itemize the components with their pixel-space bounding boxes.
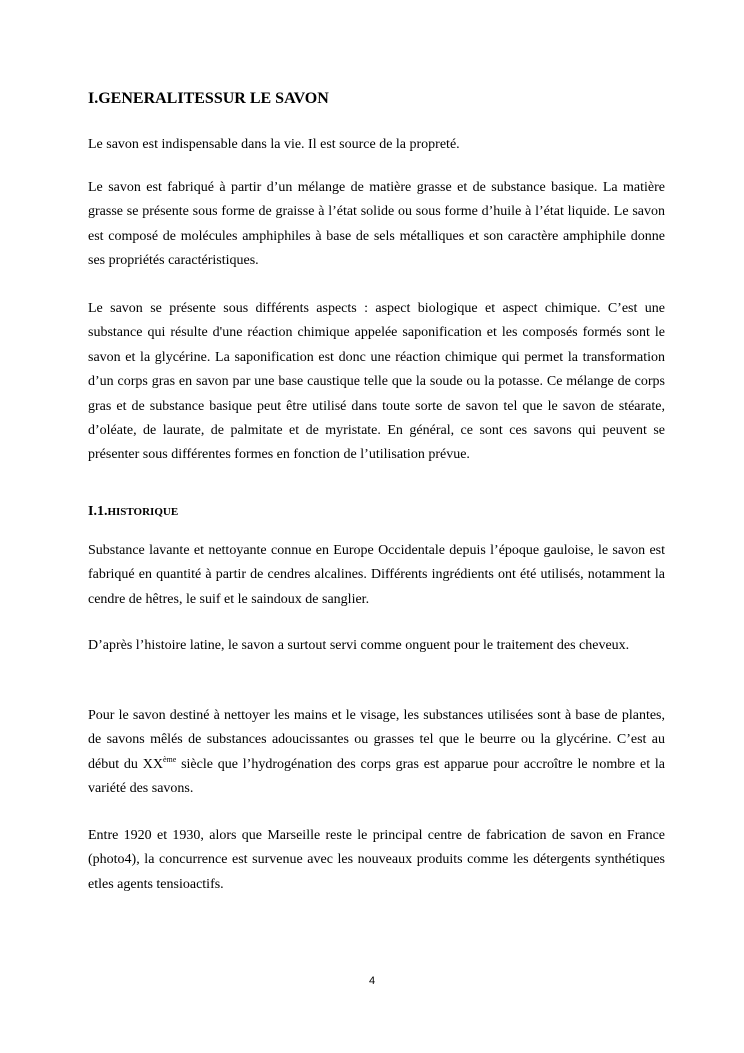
hydrogenation-text-before: Pour le savon destiné à nettoyer les mains et le visage, les substances utilisées sont à base de plantes, de savons mêlés de substances adoucissantes ou grasses tel que le beurre ou la glycérine. C’est au début du XX (88, 708, 665, 772)
document-title: I.GENERALITESSUR LE SAVON (88, 90, 329, 107)
century-superscript: ème (162, 754, 177, 764)
hydrogenation-text-after: siècle que l’hydrogénation des corps gras est apparue pour accroître le nombre et la variété des savons. (88, 756, 665, 797)
intro-paragraph: Le savon est indispensable dans la vie. Il est source de la propreté. (88, 137, 460, 152)
paragraph-latin-history: D’après l’histoire latine, le savon a surtout servi comme onguent pour le traitement des cheveux. (88, 638, 630, 653)
section-title: HISTORIQUE (107, 506, 179, 518)
paragraph-history-origins: Substance lavante et nettoyante connue en Europe Occidentale depuis l’époque gauloise, le savon est fabriqué en quantité à partir de cendres alcalines. Différents ingrédients ont été utilisés, notamment la cendre de hêtres, le suif et le saindoux de sanglier. (88, 543, 665, 607)
page-number: 4 (368, 975, 376, 987)
paragraph-composition: Le savon est fabriqué à partir d’un mélange de matière grasse et de substance basique. La matière grasse se présente sous forme de graisse à l’état solide ou sous forme d’huile à l’état liquide. Le savon est composé de molécules amphiphiles à base de sels métalliques et son caractère amphiphile donne ses propriétés caractéristiques. (88, 180, 665, 269)
section-heading-historique (88, 498, 178, 522)
paragraph-saponification: Le savon se présente sous différents aspects : aspect biologique et aspect chimique. C’est une substance qui résulte d'une réaction chimique appelée saponification et les composés formés sont le savon et la glycérine. La saponification est donc une réaction chimique qui permet la transformation d’un corps gras en savon par une base caustique telle que la soude ou la potasse. Ce mélange de corps gras et de substance basique peut être utilisé dans toute sorte de savon tel que le savon de stéarate, d’oléate, de laurate, de palmitate et de myristate. En général, ce sont ces savons qui peuvent se présenter sous différentes formes en fonction de l’utilisation prévue. (88, 301, 665, 463)
paragraph-marseille-competition: Entre 1920 et 1930, alors que Marseille reste le principal centre de fabrication de savon en France (photo4), la concurrence est survenue avec les nouveaux produits comme les détergents synthétiques etles agents tensioactifs. (88, 828, 665, 892)
section-number: I.1. (88, 504, 108, 519)
paragraph-hydrogenation (88, 704, 665, 802)
